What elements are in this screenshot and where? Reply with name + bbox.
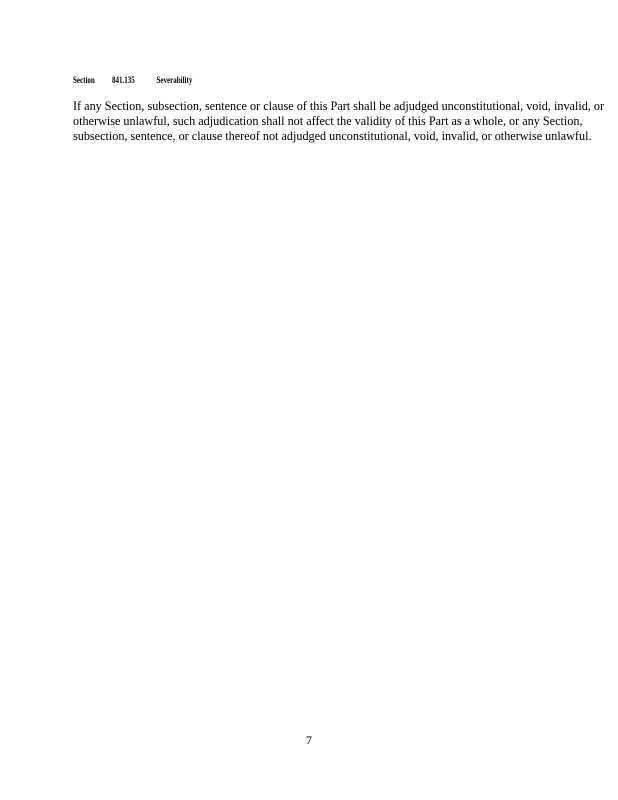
section-label: Section — [73, 75, 95, 85]
section-title: Severability — [156, 75, 193, 85]
section-heading — [73, 74, 192, 86]
severability-paragraph: If any Section, subsection, sentence or clause of this Part shall be adjudged unconstitutional, void, invalid, or otherwise unlawful, such adjudication shall not affect the validity of this Part as a whole, or any Section, subsection, sentence, or clause thereof not adjudged unconstitutional, void, invalid, or otherwise unlawful. — [73, 99, 605, 143]
page-number: 7 — [306, 733, 312, 747]
section-number: 841.135 — [112, 75, 135, 85]
